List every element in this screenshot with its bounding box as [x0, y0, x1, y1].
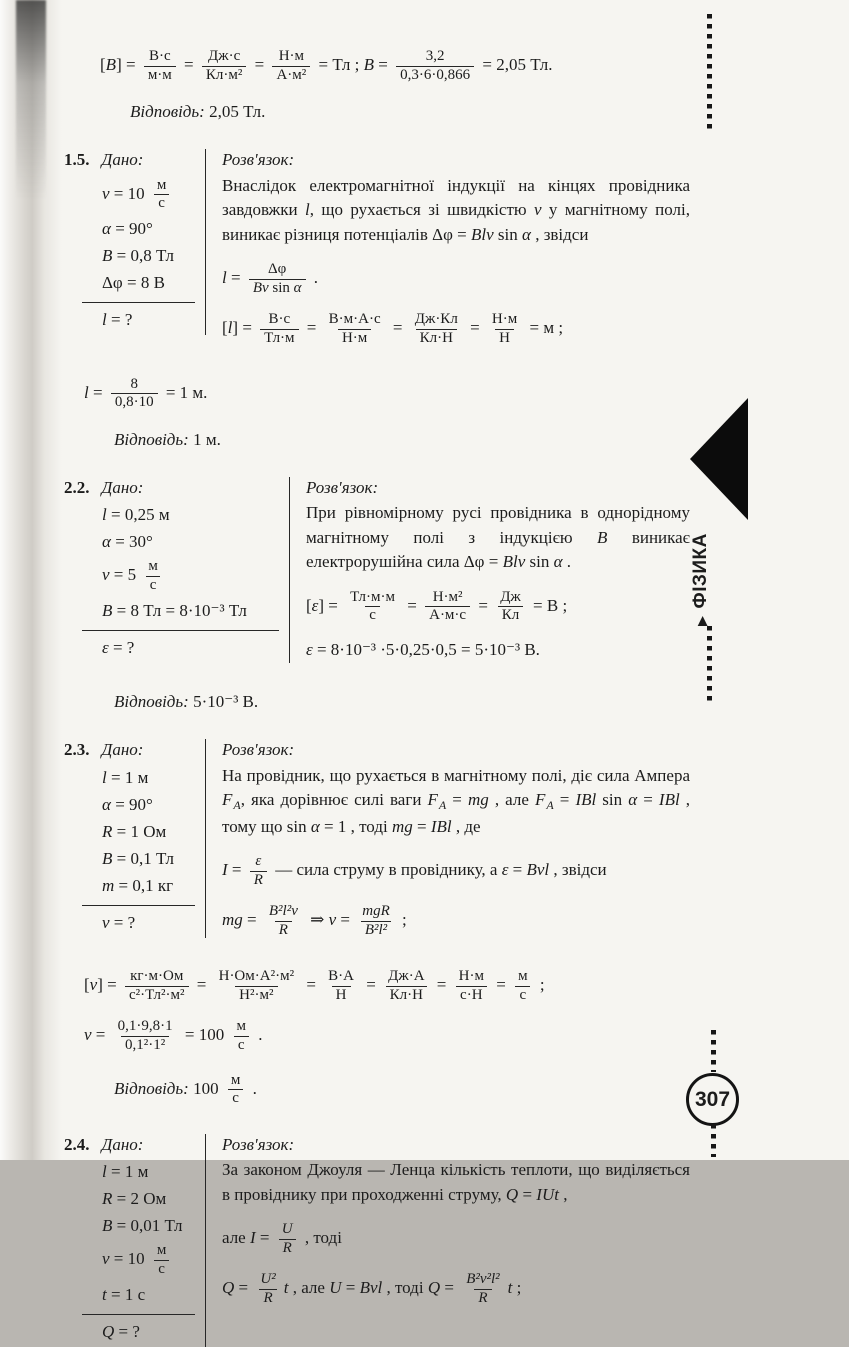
math-line: Q = $\frac{\text{U²}}{R}$ t , але U = Bvl , тоді Q = $\frac{\text{B²v²l²}}{R}$ t ;	[222, 1271, 522, 1307]
fraction: В·м·А·с Н·м	[328, 311, 381, 347]
given-row: α = 90°	[102, 218, 153, 238]
given-row: B = 0,01 Тл	[102, 1216, 183, 1236]
math-line: [v] = кг·м·Ом с²·Тл²·м² = Н·Ом·А²·м² Н²·м² = В·А Н = Дж·А Кл·Н = Н·м с·Н = м с ;	[84, 967, 545, 1003]
solution-label: Розв'язок:	[306, 478, 379, 498]
fraction: Н·м² А·м·с	[425, 589, 470, 625]
problem-number: 2.2.	[64, 478, 90, 498]
dano-label: Дано:	[101, 740, 144, 760]
math-line: але I = $\frac{U}{R}$ , тоді	[222, 1221, 342, 1256]
solution-column	[220, 739, 690, 953]
solution-label: Розв'язок:	[222, 740, 295, 760]
answer-line: Відповідь: 1 м.	[114, 430, 221, 450]
given-row: B = 8 Тл = 8·10⁻³ Тл	[102, 600, 247, 620]
find-line: v = ?	[102, 912, 136, 932]
intro-block	[64, 48, 690, 123]
fraction: В·с Тл·м	[260, 311, 298, 347]
find-line: Q = ?	[102, 1321, 140, 1341]
post-lines	[84, 968, 690, 1108]
fraction: $\frac{\text{B²v²l²}}{R}$	[466, 1271, 500, 1307]
find-line: l = ?	[102, 310, 133, 330]
answer-line: Відповідь: 100 м с .	[114, 1071, 257, 1107]
given-rule	[82, 905, 195, 906]
text-line: Внаслідок електромагнітної індукції на кінцях провідника завдовжки l, що рухається зі швидкістю v у магнітному полі, виникає різниця потенціалів Δφ = Blv sin α , звідси	[222, 175, 690, 244]
answer-line: Відповідь: 2,05 Тл.	[130, 102, 266, 122]
given-row: B = 0,1 Тл	[102, 848, 174, 868]
fraction: м с	[153, 1242, 171, 1278]
given-row: v = 5 м с	[102, 558, 279, 594]
solution-column	[220, 1134, 690, 1322]
problem-number: 2.3.	[64, 740, 90, 760]
post-lines	[84, 691, 690, 713]
fraction: Дж Кл	[496, 589, 525, 625]
given-column	[64, 149, 206, 335]
fraction: Дж·с Кл·м²	[202, 48, 246, 84]
dotted-rule-middle	[707, 626, 712, 706]
scan-smudge	[16, 0, 46, 210]
given-column	[64, 739, 206, 938]
given-column	[64, 477, 290, 663]
text-line: При рівномірному русі провідника в однорідному магнітному полі з індукцією B виникає електрорушійна сила Δφ = Blv sin α .	[306, 503, 690, 572]
find-line: ε = ?	[102, 637, 135, 657]
math-line: ε = 8·10⁻³ ·5·0,25·0,5 = 5·10⁻³ В.	[306, 640, 540, 660]
fraction: Н·м Н	[491, 311, 518, 347]
fraction: $\frac{\Delta\varphi}{\text{Bv sin α}}$	[249, 261, 306, 297]
fraction: $\frac{\text{B²l²v}}{R}$	[268, 903, 298, 939]
given-row: α = 30°	[102, 532, 153, 552]
fraction: $\frac{0,1\cdot 9,8\cdot 1}{\text{0,1²·1²}}$	[117, 1018, 173, 1053]
fraction: м с	[232, 1018, 250, 1054]
given-row: t = 1 с	[102, 1284, 146, 1304]
fraction: м с	[227, 1072, 245, 1108]
answer-line: Відповідь: 5·10⁻³ В.	[114, 692, 259, 712]
math-line: l = $\frac{8}{0,8\cdot 10}$ = 1 м.	[84, 375, 208, 411]
dano-label: Дано:	[101, 478, 144, 498]
given-row: R = 1 Ом	[102, 821, 167, 841]
given-row: l = 1 м	[102, 767, 149, 787]
page-content	[64, 34, 690, 1347]
fraction: В·А Н	[328, 967, 355, 1003]
given-rule	[82, 630, 279, 631]
problem-number: 2.4.	[64, 1134, 90, 1154]
fraction: mgR B²l²	[362, 903, 390, 939]
text-line: На провідник, що рухається в магнітному полі, діє сила Ампера $F_A$, яка дорівнює силі ваги $F_A$ = mg , але $F_A$ = IBl sin α = IBl , тому що sin α = 1 , тоді mg = IBl , де	[222, 765, 691, 836]
solution-column	[220, 149, 690, 361]
dotted-rule-top	[707, 14, 712, 132]
given-rows	[64, 1161, 195, 1306]
fraction: Н·м А·м²	[272, 48, 310, 84]
fraction: Н·Ом·А²·м² Н²·м²	[218, 967, 295, 1003]
post-lines	[84, 376, 690, 451]
dano-label: Дано:	[101, 1134, 144, 1154]
problem-2-4	[64, 1134, 690, 1347]
solution-lines	[222, 174, 690, 348]
fraction: $\frac{\text{U²}}{R}$	[260, 1271, 276, 1307]
solution-column	[304, 477, 690, 674]
dotted-rule-above-pagenum	[711, 1030, 716, 1072]
given-row: B = 0,8 Тл	[102, 246, 174, 266]
solution-label: Розв'язок:	[222, 150, 295, 170]
given-rule	[82, 1314, 195, 1315]
fraction: кг·м·Ом с²·Тл²·м²	[125, 968, 189, 1004]
given-row: l = 1 м	[102, 1162, 149, 1182]
given-row: l = 0,25 м	[102, 505, 170, 525]
problem-2-2	[64, 477, 690, 674]
given-row: Δφ = 8 В	[102, 273, 165, 293]
section-marker-triangle	[690, 398, 748, 520]
text-line: За законом Джоуля — Ленца кількість теплоти, що виділяється в провіднику при проходженні струму, Q = IUt ,	[222, 1160, 690, 1204]
math-line: l = $\frac{\Delta\varphi}{\text{Bv sin α}}$ .	[222, 260, 319, 296]
given-column	[64, 1134, 206, 1347]
fraction: Дж·А Кл·Н	[384, 968, 428, 1004]
fraction: $\frac{U}{R}$	[278, 1221, 297, 1257]
math-line: I = $\frac{\varepsilon}{R}$ — сила струму в провіднику, а ε = Bvl , звідси	[222, 853, 607, 888]
given-row: v = 10 м с	[102, 1242, 195, 1278]
math-line: [ε] = Тл·м·м с = Н·м² А·м·с = Дж Кл = В ;	[306, 588, 568, 624]
fraction: $\frac{\varepsilon}{R}$	[250, 853, 267, 889]
intro-lines	[100, 48, 690, 123]
math-line: v = $\frac{0,1\cdot 9,8\cdot 1}{\text{0,1²·1²}}$ = 100 м с .	[84, 1018, 263, 1053]
given-rule	[82, 302, 195, 303]
fraction: Дж·Кл Кл·Н	[414, 311, 458, 347]
fraction: $\frac{3,2}{0,3\cdot 6\cdot 0,866}$	[396, 48, 474, 84]
given-row: v = 10 м с	[102, 177, 195, 213]
given-row: R = 2 Ом	[102, 1189, 167, 1209]
math-line: mg = $\frac{\text{B²l²v}}{R}$ ⇒ v = mgR B²l² ;	[222, 903, 407, 939]
fraction: м с	[514, 968, 532, 1004]
solution-lines	[222, 764, 690, 940]
problem-1-5	[64, 149, 690, 361]
fraction: Тл·м·м с	[350, 588, 396, 624]
solution-label: Розв'язок:	[222, 1134, 295, 1154]
solution-lines	[222, 1158, 690, 1308]
fraction: м с	[153, 177, 171, 213]
problem-number: 1.5.	[64, 150, 90, 170]
tab-arrow-icon: ▶	[693, 615, 709, 626]
solution-lines	[306, 501, 690, 660]
fraction: м с	[144, 558, 162, 594]
problem-2-3	[64, 739, 690, 953]
page-number-badge: 307	[686, 1073, 739, 1126]
given-rows	[64, 177, 195, 295]
dotted-rule-below-pagenum	[711, 1124, 716, 1157]
dano-label: Дано:	[101, 150, 144, 170]
math-line: [l] = В·с Тл·м = В·м·А·с Н·м = Дж·Кл Кл·Н = Н·м Н = м ;	[222, 311, 564, 347]
fraction: В·с м·м	[144, 48, 176, 84]
fraction: Н·м с·Н	[455, 968, 488, 1004]
math-line: [B] = В·с м·м = Дж·с Кл·м² = Н·м А·м² = Тл ; B = $\frac{3,2}{0,3\cdot 6\cdot 0,866}$ = 2,05 Тл.	[100, 48, 553, 83]
fraction: $\frac{8}{0,8\cdot 10}$	[111, 376, 158, 412]
chapter-tab-label: ФІЗИКА	[690, 533, 711, 609]
given-rows	[64, 504, 279, 622]
given-rows	[64, 767, 195, 897]
given-row: α = 90°	[102, 794, 153, 814]
given-row: m = 0,1 кг	[102, 875, 174, 895]
chapter-tab-fizyka	[690, 533, 712, 626]
